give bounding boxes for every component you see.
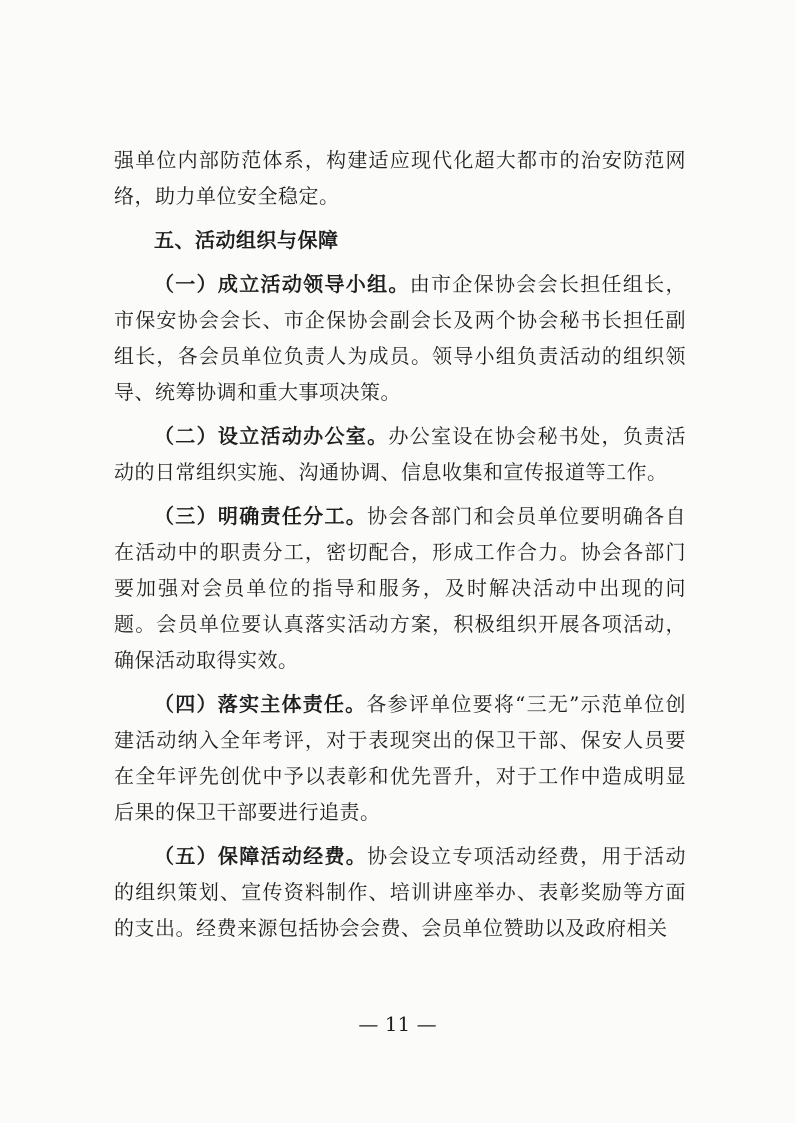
item-body-3: 协会各部门和会员单位要明确各自在活动中的职责分工，密切配合，形成工作合力。协会各部门要加强对会员单位的指导和服务，及时解决活动中出现的问题。会员单位要认真落实活动方案，积极组织开展各项活动，确保活动取得实效。 <box>114 504 686 672</box>
item-heading-2: （二）设立活动办公室。 <box>154 424 389 448</box>
item-body-5: 协会设立专项活动经费，用于活动的组织策划、宣传资料制作、培训讲座举办、表彰奖励等方面的支出。经费来源包括协会会费、会员单位赞助以及政府相关 <box>114 844 686 940</box>
item-heading-3: （三）明确责任分工。 <box>154 504 368 528</box>
item-paragraph-4 <box>114 686 686 830</box>
section-heading: 五、活动组织与保障 <box>154 228 339 252</box>
item-paragraph-2 <box>114 418 686 490</box>
page-number: — 11 — <box>358 1012 437 1036</box>
item-heading-4: （四）落实主体责任。 <box>154 692 367 716</box>
item-body-2: 办公室设在协会秘书处，负责活动的日常组织实施、沟通协调、信息收集和宣传报道等工作。 <box>114 424 686 484</box>
item-paragraph-1 <box>114 266 686 410</box>
item-body-4: 各参评单位要将“三无”示范单位创建活动纳入全年考评，对于表现突出的保卫干部、保安人员要在全年评先创优中予以表彰和优先晋升，对于工作中造成明显后果的保卫干部要进行追责。 <box>114 692 686 824</box>
item-heading-1: （一）成立活动领导小组。 <box>154 272 410 296</box>
item-paragraph-5 <box>114 838 686 946</box>
item-paragraph-3 <box>114 498 686 678</box>
continuation-paragraph: 强单位内部防范体系，构建适应现代化超大都市的治安防范网络，助力单位安全稳定。 <box>114 148 686 208</box>
document-body <box>114 142 686 946</box>
item-heading-5: （五）保障活动经费。 <box>154 844 368 868</box>
item-body-1: 由市企保协会会长担任组长，市保安协会会长、市企保协会副会长及两个协会秘书长担任副组长，各会员单位负责人为成员。领导小组负责活动的组织领导、统筹协调和重大事项决策。 <box>114 272 686 404</box>
